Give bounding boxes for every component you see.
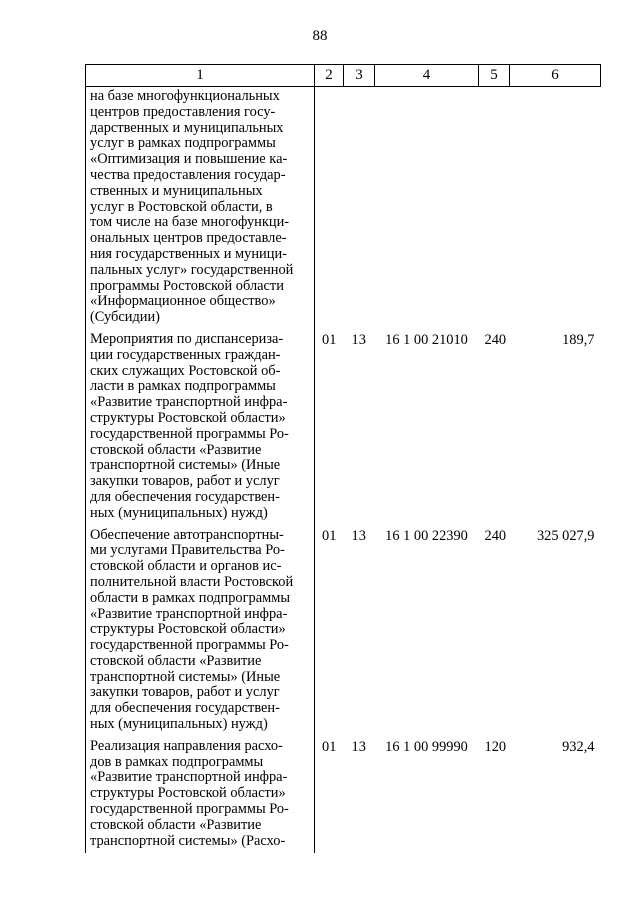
description-line: «Информационное общество» [90,293,276,310]
description-line: транспортной системы» (Иные [90,668,281,685]
expense-type-code: 120 [484,738,507,755]
subsection-code: 13 [351,331,366,348]
description-line: том числе на базе многофункци- [90,214,290,231]
description-line: стовской области «Развитие [90,652,262,669]
row-description [86,737,315,854]
description-line: дарственных и муниципальных [90,119,284,136]
header-col-2: 2 [315,65,344,87]
description-line: структуры Ростовской области» [90,785,286,802]
table-row [86,330,601,526]
description-line: «Развитие транспортной инфра- [90,394,288,411]
description-line: для обеспечения государствен- [90,488,280,505]
description-line: ственных и муниципальных [90,182,263,199]
description-line: ских служащих Ростовской об- [90,362,281,379]
description-line: Обеспечение автотранспортны- [90,526,284,543]
description-line: области в рамках подпрограммы [90,589,290,606]
description-line: ми услугами Правительства Ро- [90,542,285,559]
description-line: стовской области «Развитие [90,816,262,833]
section-code: 01 [322,331,337,348]
description-line: структуры Ростовской области» [90,409,286,426]
description-line: для обеспечения государствен- [90,700,280,717]
description-line: центров предоставления госу- [90,103,276,120]
expense-type-code: 240 [484,331,507,348]
description-line: государственной программы Ро- [90,801,289,818]
subsection-code [344,87,375,330]
page-number: 88 [312,28,328,44]
table-row [86,737,601,854]
header-col-5: 5 [479,65,510,87]
description-line: ных (муниципальных) нужд) [90,504,268,521]
description-line: транспортной системы» (Иные [90,457,281,474]
description-line: государственной программы Ро- [90,637,289,654]
target-article-code: 16 1 00 22390 [385,527,468,544]
description-line: пальных услуг» государственной [90,261,294,278]
description-line: стовской области и органов ис- [90,558,282,575]
target-article-code: 16 1 00 21010 [385,331,468,348]
subsection-code: 13 [351,527,366,544]
row-description [86,87,315,330]
description-line: услуг в Ростовской области, в [90,198,273,215]
description-line: государственной программы Ро- [90,425,289,442]
amount: 325 027,9 [536,527,595,544]
description-line: услуг в рамках подпрограммы [90,135,276,152]
header-col-1: 1 [86,65,315,87]
target-article-code: 16 1 00 99990 [385,738,468,755]
header-col-3: 3 [344,65,375,87]
description-line: полнительной власти Ростовской [90,573,294,590]
row-description [86,330,315,526]
description-line: ных (муниципальных) нужд) [90,716,268,733]
amount: 189,7 [562,331,595,348]
description-line: закупки товаров, работ и услуг [90,684,280,701]
description-line: ласти в рамках подпрограммы [90,378,276,395]
description-line: «Развитие транспортной инфра- [90,605,288,622]
header-col-4: 4 [375,65,479,87]
description-line: ния государственных и муници- [90,245,287,262]
description-line: «Развитие транспортной инфра- [90,769,288,786]
description-line: Реализация направления расхо- [90,737,283,754]
description-line: (Субсидии) [90,309,160,326]
table-row [86,526,601,737]
section-code: 01 [322,738,337,755]
section-code [315,87,344,330]
budget-table [85,64,601,853]
description-line: закупки товаров, работ и услуг [90,473,280,490]
description-line: Мероприятия по диспансеризa- [90,330,284,347]
table-row [86,87,601,330]
amount: 932,4 [562,738,595,755]
description-line: программы Ростовской области [90,277,284,294]
table-header-row [86,65,601,87]
description-line: чества предоставления государ- [90,166,286,183]
row-description [86,526,315,737]
expense-type-code [479,87,510,330]
description-line: «Оптимизация и повышение ка- [90,151,288,168]
subsection-code: 13 [351,738,366,755]
expense-type-code: 240 [484,527,507,544]
description-line: транспортной системы» (Расхо- [90,832,286,849]
description-line: структуры Ростовской области» [90,621,286,638]
description-line: на базе многофункциональных [90,88,280,104]
header-col-6: 6 [510,65,601,87]
description-line: ональных центров предоставле- [90,230,287,247]
target-article-code [375,87,479,330]
section-code: 01 [322,527,337,544]
description-line: ции государственных граждан- [90,346,281,363]
description-line: дов в рамках подпрограммы [90,753,264,770]
description-line: стовской области «Развитие [90,441,262,458]
amount [510,87,601,330]
